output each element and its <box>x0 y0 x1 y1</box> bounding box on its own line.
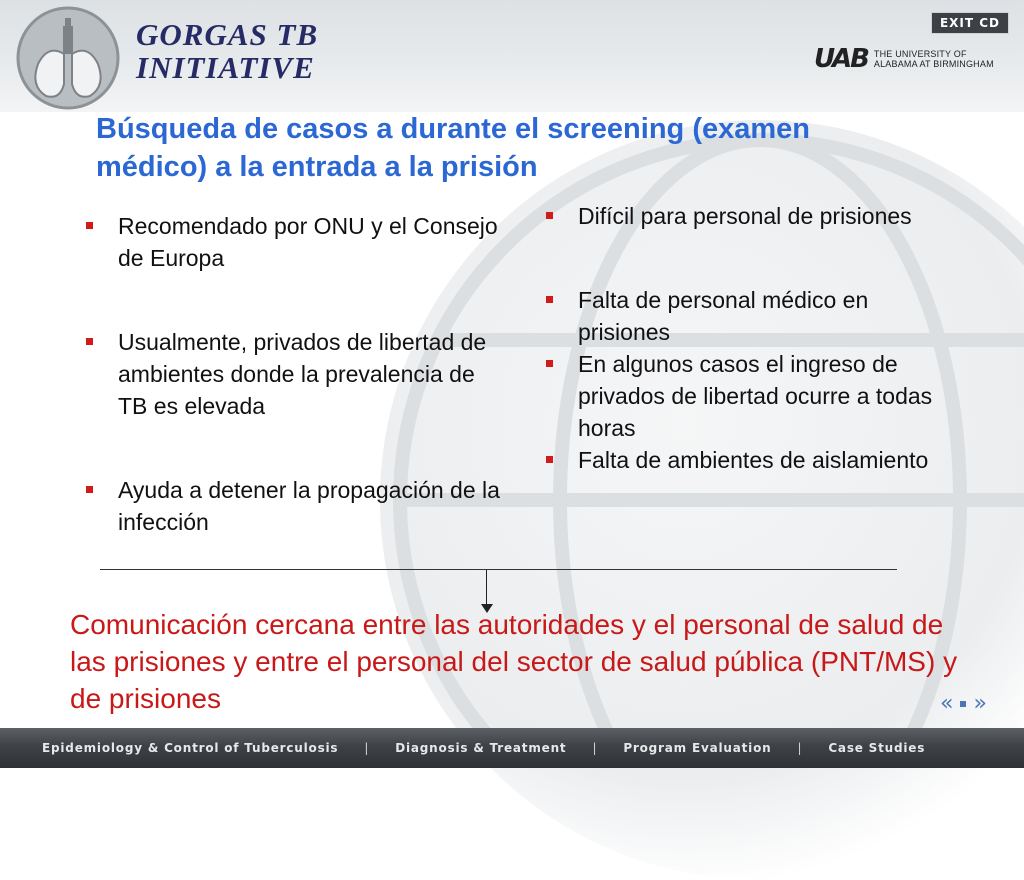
header-bar <box>0 0 1024 112</box>
left-bullet-item <box>84 474 504 538</box>
bullet-square-icon <box>86 486 93 493</box>
down-arrow-shaft <box>486 570 487 608</box>
uab-line-2: ALABAMA AT BIRMINGHAM <box>873 59 994 69</box>
right-bullet-item <box>544 200 964 232</box>
right-bullet-item <box>544 348 964 444</box>
divider-line <box>100 569 897 570</box>
prev-slide-icon[interactable]: « <box>940 691 954 716</box>
title-line-1: Búsqueda de casos a durante el screening (examen <box>96 113 810 145</box>
bullet-square-icon <box>546 456 553 463</box>
conclusion-text: Comunicación cercana entre las autoridades y el personal de salud de las prisiones y entre el personal del sector de salud pública (PNT/MS) y de prisiones <box>70 609 958 714</box>
bullet-text: Difícil para personal de prisiones <box>578 203 912 229</box>
uab-mark: UAB <box>814 44 868 74</box>
uab-text <box>874 49 994 69</box>
exit-cd-button[interactable]: EXIT CD <box>931 12 1009 34</box>
brand-line-2: INITIATIVE <box>136 50 315 85</box>
next-slide-icon[interactable]: » <box>973 691 987 716</box>
bullet-text: Recomendado por ONU y el Consejo de Europa <box>118 213 498 271</box>
slide-title <box>96 110 976 186</box>
bullet-square-icon <box>86 338 93 345</box>
bullet-square-icon <box>546 360 553 367</box>
uab-line-1: THE UNIVERSITY OF <box>873 49 967 59</box>
slide-navigation <box>940 693 987 715</box>
footer-separator: | <box>797 741 803 755</box>
footer-link-program-evaluation[interactable]: Program Evaluation <box>623 741 772 755</box>
bullet-text: Falta de personal médico en prisiones <box>578 287 869 345</box>
title-line-2: médico) a la entrada a la prisión <box>96 151 538 183</box>
lungs-logo-icon <box>8 4 128 112</box>
left-bullet-item <box>84 210 504 274</box>
footer-link-epidemiology[interactable]: Epidemiology & Control of Tuberculosis <box>42 741 339 755</box>
uab-logo <box>814 46 994 72</box>
footer-link-diagnosis[interactable]: Diagnosis & Treatment <box>395 741 567 755</box>
left-bullet-item <box>84 326 504 422</box>
brand-line-1: GORGAS TB <box>136 17 319 52</box>
home-dot-icon[interactable] <box>960 701 966 707</box>
right-bullet-item <box>544 444 964 476</box>
bullet-text: En algunos casos el ingreso de privados de libertad ocurre a todas horas <box>578 351 933 441</box>
bullet-square-icon <box>86 222 93 229</box>
brand-title <box>136 18 318 84</box>
footer-separator: | <box>592 741 598 755</box>
bullet-text: Ayuda a detener la propagación de la infección <box>118 477 500 535</box>
right-bullet-item <box>544 284 964 348</box>
right-bullet-column <box>544 200 964 476</box>
footer-nav-bar <box>0 728 1024 768</box>
left-bullet-column <box>84 210 504 538</box>
footer-separator: | <box>364 741 370 755</box>
bullet-square-icon <box>546 296 553 303</box>
bullet-square-icon <box>546 212 553 219</box>
bullet-text: Usualmente, privados de libertad de ambientes donde la prevalencia de TB es elevada <box>118 329 487 419</box>
bullet-text: Falta de ambientes de aislamiento <box>578 447 929 473</box>
footer-link-case-studies[interactable]: Case Studies <box>828 741 926 755</box>
